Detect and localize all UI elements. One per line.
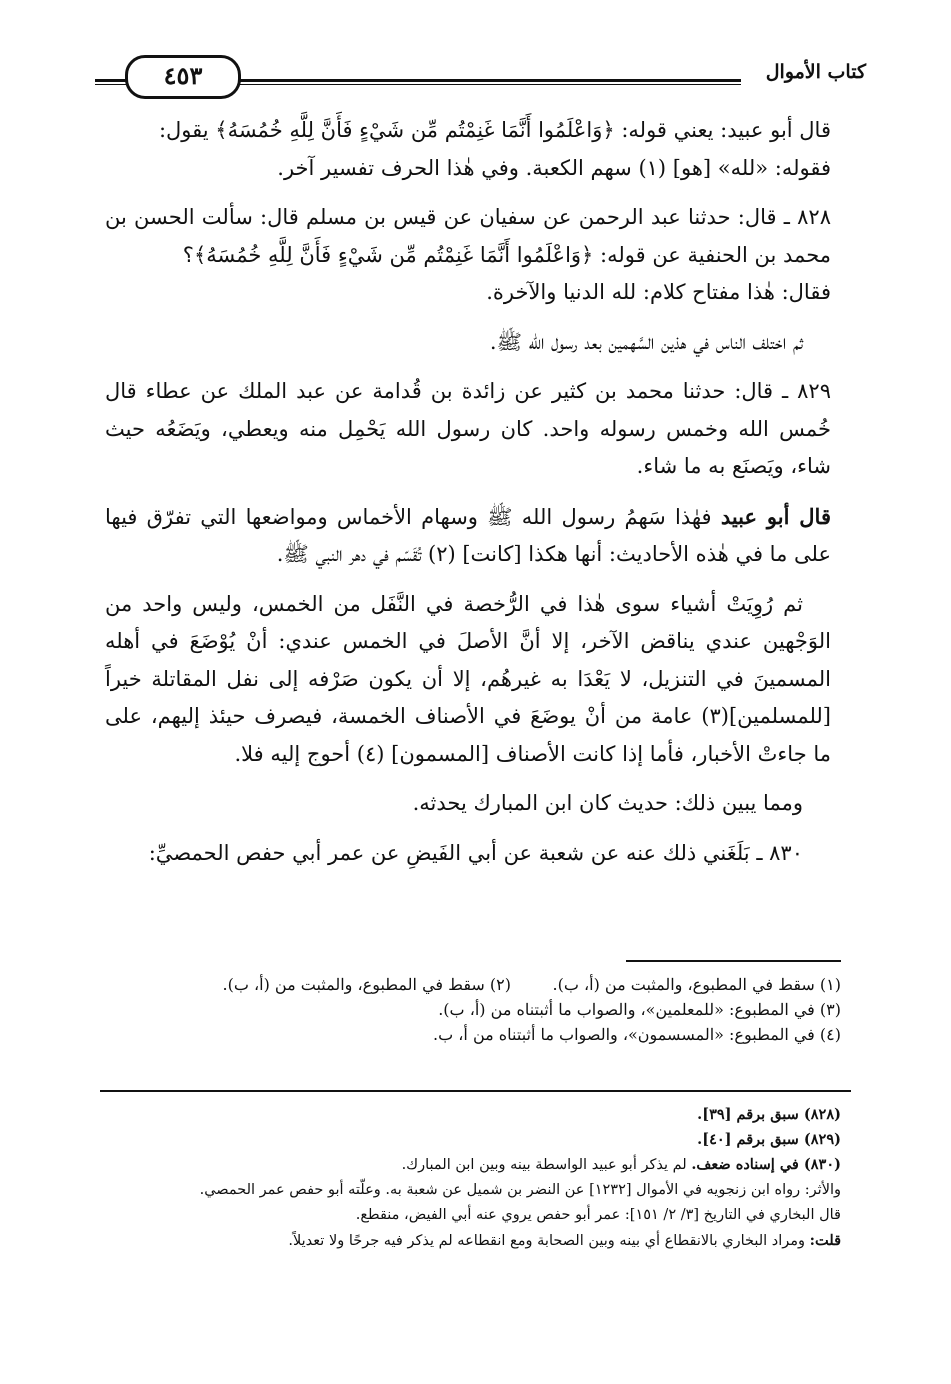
- takhrij-athar: والأثر: رواه ابن زنجويه في الأموال [١٢٣٢] عن النضر بن شميل عن شعبة به. وعلّته أبو حفص عمر الحمصي.: [199, 1182, 841, 1198]
- paragraph-1: [105, 112, 831, 187]
- footnote-row-1: [100, 972, 841, 997]
- paragraph-disagreement: ثم اختلف الناس في هذين السَّهمين بعد رسول الله ﷺ.: [489, 329, 803, 354]
- takhrij-bukhari: قال البخاري في التاريخ [٣/ ٢/ ١٥١]: عمر أبو حفص يروي عنه أبي الفيض، منقطع.: [355, 1207, 841, 1223]
- paragraph-830: ٨٣٠ ـ بَلَغَني ذلك عنه عن شعبة عن أبي الفَيضِ عن عمر أبي حفص الحمصيِّ:: [148, 840, 803, 865]
- paragraph-abu-ubaid-body: فهٰذا سَهمُ رسول الله ﷺ وسهام الأخماس ومواضعها التي تفرّق فيها على ما في هٰذه الأحاديث: أنها هكذا [كانت] (٢) تُقَسّم في دهر النبي ﷺ.: [105, 504, 831, 566]
- page-header: [95, 55, 866, 105]
- paragraph-1-line-2: فقوله: «لله» [هو] (١) سهم الكعبة. وفي هٰذا الحرف تفسير آخر.: [277, 155, 831, 180]
- paragraph-abu-ubaid: [105, 498, 831, 574]
- paragraph-clarification: ومما يبين ذلك: حديث كان ابن المبارك يحدثه.: [412, 791, 803, 815]
- takhrij-comment-body: ومراد البخاري بالانقطاع أي بينه وبين الصحابة ومع انقطاعه لم يذكر فيه جرحًا ولا تعديلاً.: [288, 1233, 810, 1249]
- takhrij-830-grade: (٨٣٠) في إسناده ضعف.: [691, 1156, 841, 1173]
- page-number: ٤٥٣: [125, 55, 241, 99]
- footnote-3: (٣) في المطبوع: «للمعلمين»، والصواب ما أثبتناه من (أ، ب).: [438, 1000, 841, 1019]
- paragraph-1-line-1: قال أبو عبيد: يعني قوله: ﴿وَاعْلَمُوا أَنَّمَا غَنِمْتُم مِّن شَيْءٍ فَأَنَّ لِلَّهِ خُمُسَهُ﴾ يقول:: [158, 118, 831, 142]
- speaker-label: قال أبو عبيد: [720, 503, 831, 529]
- paragraph-829: ٨٢٩ ـ قال: حدثنا محمد بن كثير عن زائدة بن قُدامة عن عبد الملك عن عطاء قال خُمس الله وخمس رسوله واحد. كان رسول الله يَحْمِل منه ويعطي، ويَضَعُه حيث شاء، ويَصنَع به ما شاء.: [105, 379, 831, 478]
- takhrij-comment: [95, 1228, 841, 1254]
- takhrij-comment-label: قلت:: [809, 1232, 841, 1249]
- takhrij-829: (٨٢٩) سبق برقم [٤٠].: [697, 1131, 841, 1148]
- footnote-divider: [626, 960, 841, 962]
- footnote-1: (١) سقط في المطبوع، والمثبت من (أ، ب).: [552, 975, 841, 994]
- paragraph-828-body: ٨٢٨ ـ قال: حدثنا عبد الرحمن عن سفيان عن قيس بن مسلم قال: سألت الحسن بن محمد بن الحنفية عن قوله: ﴿وَاعْلَمُوا أَنَّمَا غَنِمْتُم مِّن شَيْءٍ فَأَنَّ لِلَّهِ خُمُسَهُ﴾؟: [105, 205, 831, 267]
- takhrij-830: [95, 1152, 841, 1178]
- paragraph-828: [105, 199, 831, 312]
- paragraph-828-answer: فقال: هٰذا مفتاح كلام: لله الدنيا والآخرة.: [486, 280, 831, 304]
- main-text: [105, 112, 831, 872]
- footnotes: [100, 972, 841, 1047]
- takhrij-828: (٨٢٨) سبق برقم [٣٩].: [697, 1106, 841, 1123]
- footnote-4: (٤) في المطبوع: «المسسمون»، والصواب ما أثبتناه من أ، ب.: [433, 1025, 841, 1044]
- book-title: كتاب الأموال: [765, 61, 866, 83]
- paragraph-narrations: ثم رُوِيَتْ أشياء سوى هٰذا في الرُّخصة في النَّفَل من الخمس، وليس واحد من الوَجْهين عندي يناقض الآخر، إلا أنَّ الأصلَ في الخمس عندي: أنْ يُوْضَعَ في أهله المسمينَ في التنزيل، لا يَعْدَا به غيرهُم، إلا أن يكون صَرْفه إلى نفل المقاتلة خيراً [للمسلمين](٣) عامة من أنْ يوضَعَ في الأصناف الخمسة، فيصرف حيئذ إليهم، على ما جاءتْ الأخبار، فأما إذا كانت الأصناف [المسمون] (٤) أحوج إليه فلا.: [105, 591, 831, 766]
- takhrij-notes: [95, 1102, 841, 1254]
- takhrij-830-note: لم يذكر أبو عبيد الواسطة بينه وبين ابن المبارك.: [401, 1157, 692, 1173]
- takhrij-divider: [100, 1090, 851, 1092]
- footnote-2: (٢) سقط في المطبوع، والمثبت من (أ، ب).: [222, 975, 511, 994]
